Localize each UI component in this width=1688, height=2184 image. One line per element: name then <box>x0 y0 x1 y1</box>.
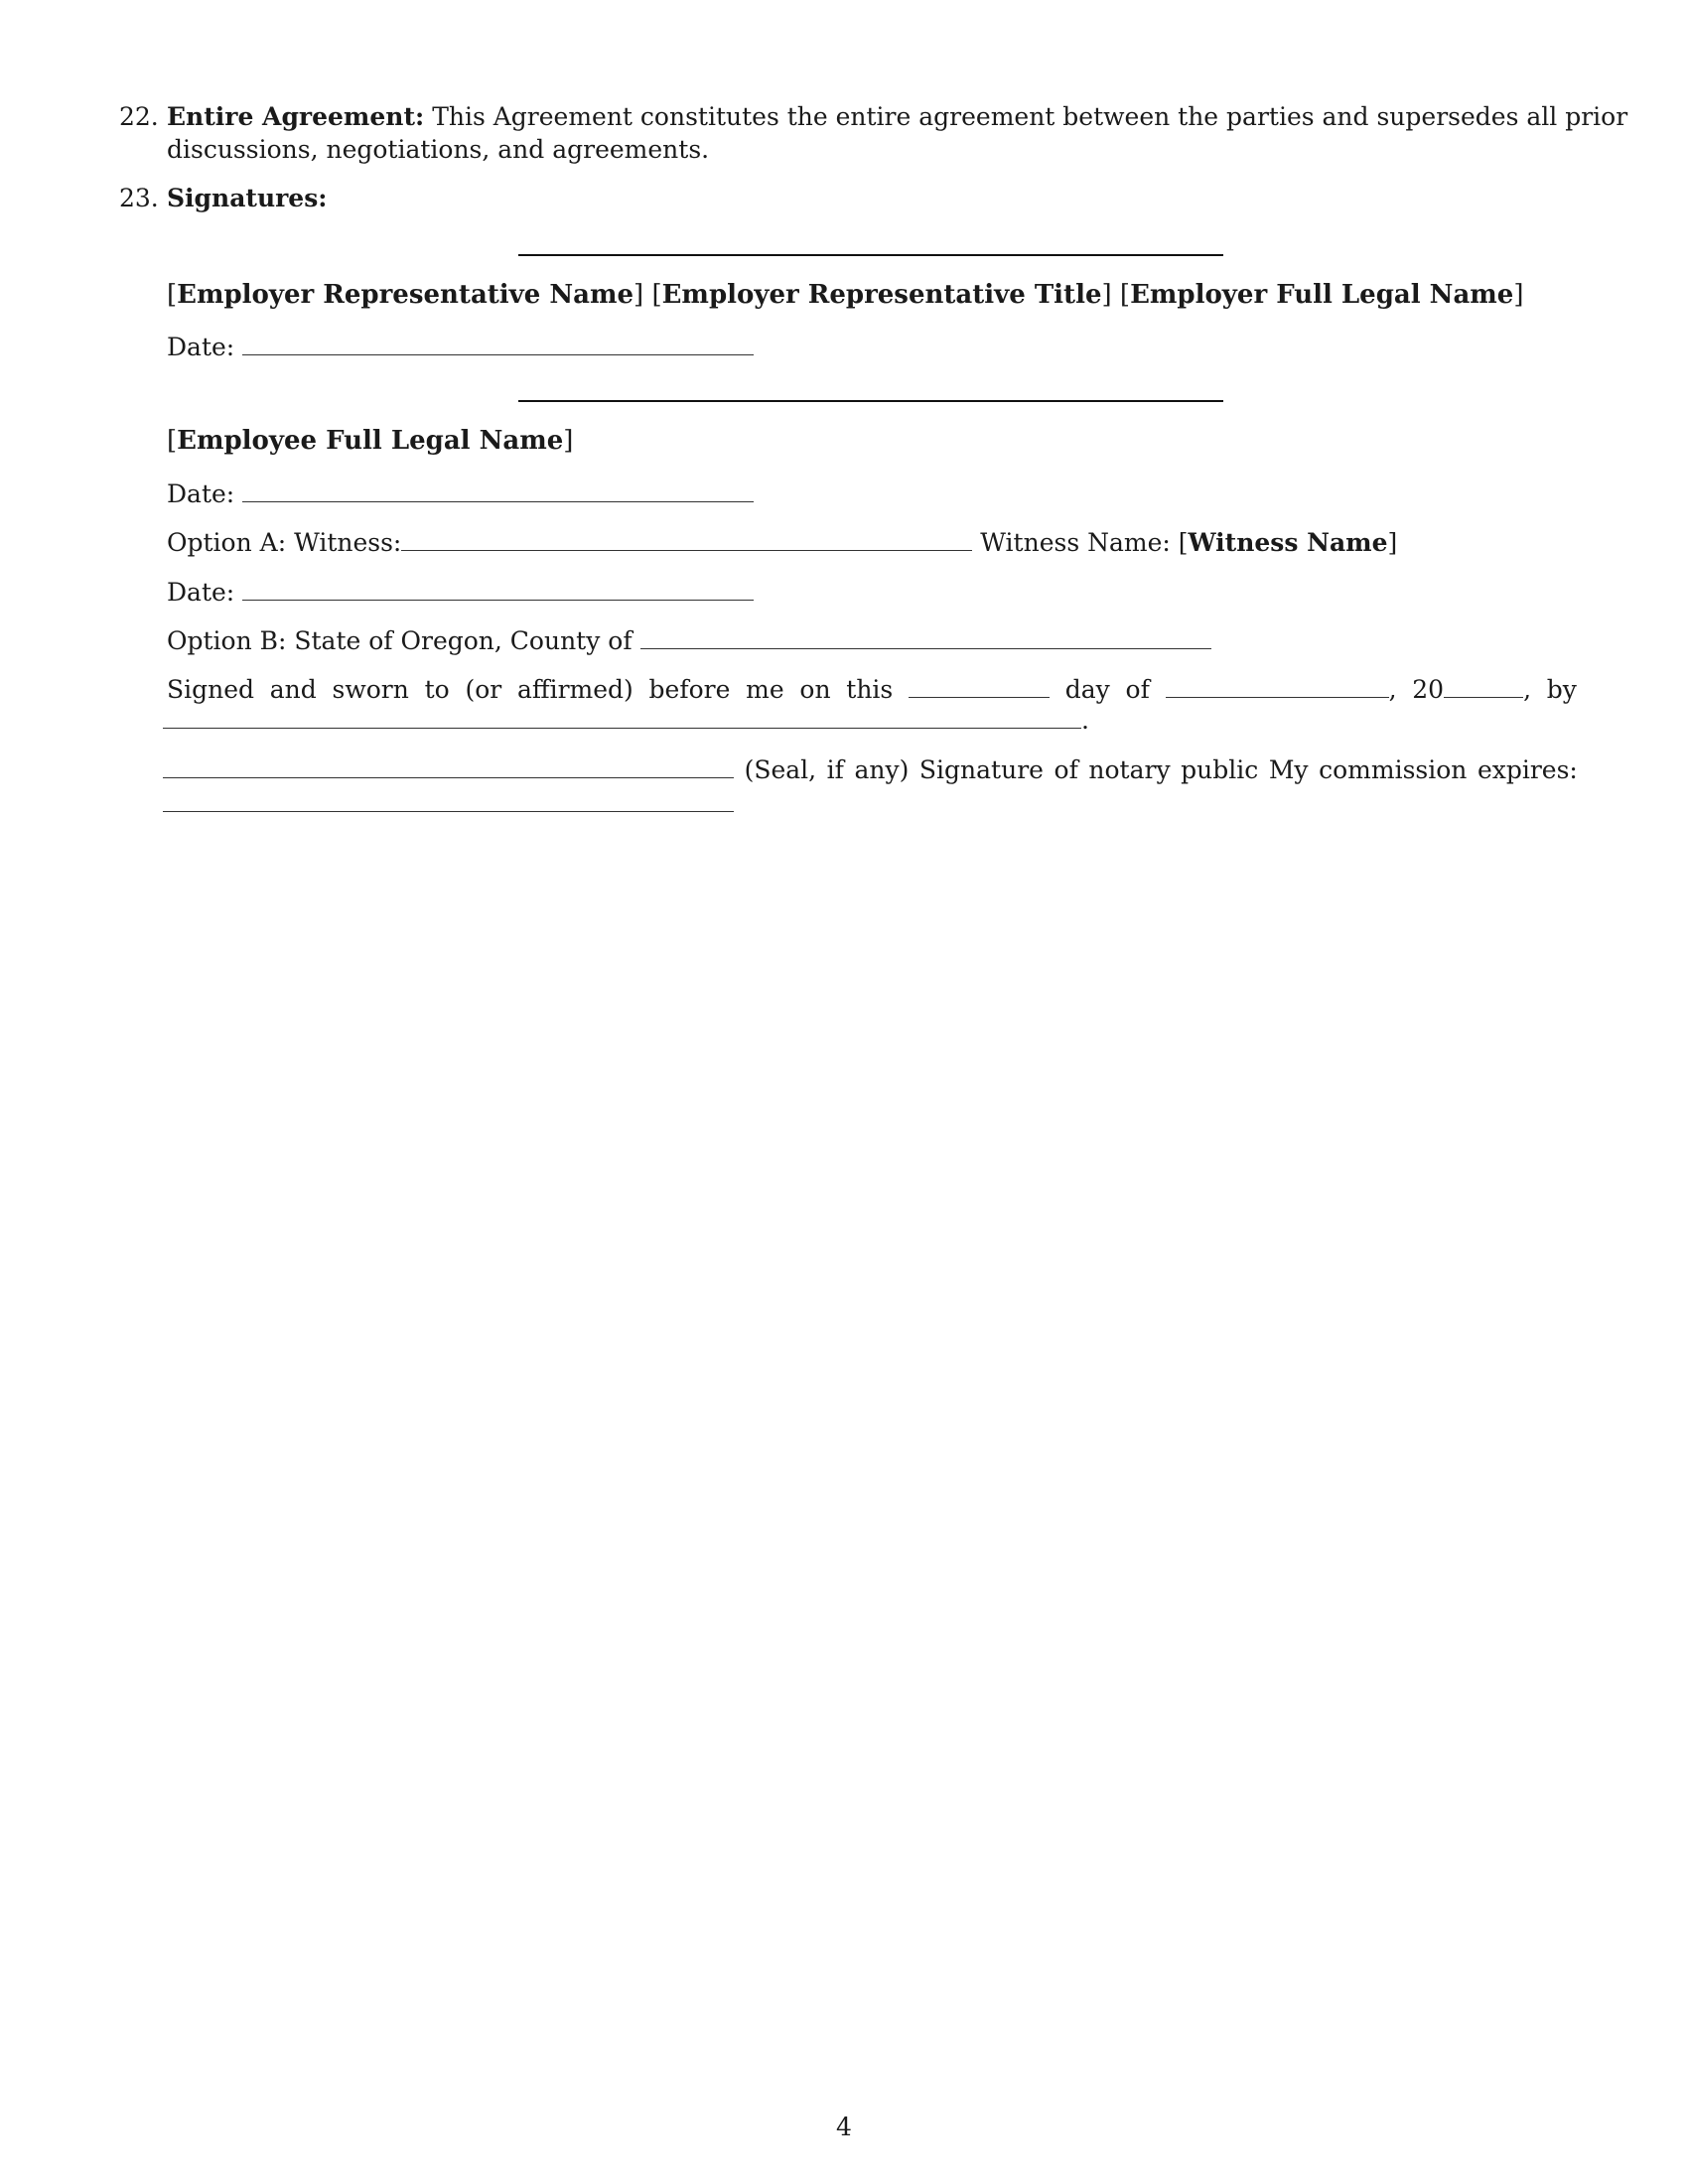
seal-word: Signature <box>918 755 1044 784</box>
seal-word: public <box>1181 755 1259 784</box>
employee-date-row <box>167 476 754 510</box>
section-heading: Entire Agreement: <box>167 102 425 131</box>
commission-expiry-row <box>163 785 734 820</box>
notary-county-row <box>167 622 1211 657</box>
employee-name-row: [Employee Full Legal Name] <box>167 426 574 456</box>
year-prefix: 20 <box>1412 675 1445 704</box>
employer-names: [Employer Representative Name] [Employer Representative Title] [Employer Full Legal Name] <box>167 280 1524 310</box>
notary-by-row <box>163 702 1089 737</box>
witness-name-label: Witness Name: <box>980 528 1171 557</box>
signer-name-field[interactable] <box>163 702 1081 729</box>
sworn-word: (or <box>465 675 502 704</box>
employer-signature-line[interactable] <box>518 254 1223 256</box>
seal-word: My <box>1268 755 1309 784</box>
date-label: Date: <box>167 578 235 607</box>
sworn-word: and <box>269 675 317 704</box>
period: . <box>1081 706 1089 735</box>
commission-expiry-field[interactable] <box>163 785 734 812</box>
sworn-word: before <box>648 675 731 704</box>
seal-word: any) <box>854 755 910 784</box>
witness-row: Option A: Witness: Witness Name: [Witness Name] <box>167 524 1397 559</box>
section-number: 22. <box>119 102 159 131</box>
date-label: Date: <box>167 479 235 508</box>
witness-option-label: Option A: Witness: <box>167 528 402 557</box>
sworn-word: by <box>1546 675 1577 704</box>
witness-date-row <box>167 574 754 609</box>
employer-legal-name: Employer Full Legal Name <box>1130 280 1514 310</box>
seal-word: expires: <box>1477 755 1578 784</box>
sworn-word: of <box>1125 675 1150 704</box>
notary-seal-row <box>163 751 1578 786</box>
seal-word: notary <box>1088 755 1171 784</box>
day-field[interactable] <box>909 671 1050 698</box>
employer-rep-name: Employer Representative Name <box>177 280 634 310</box>
sworn-word: this <box>846 675 894 704</box>
section-number: 23. <box>119 184 159 212</box>
seal-word: (Seal, <box>744 755 817 784</box>
notary-option-label: Option B: State of Oregon, County of <box>167 626 633 655</box>
witness-name-value: Witness Name <box>1188 528 1388 557</box>
notary-sworn-row <box>167 671 1577 706</box>
employee-legal-name: Employee Full Legal Name <box>177 426 564 456</box>
witness-signature-field[interactable] <box>401 524 972 551</box>
comma: , <box>1388 675 1397 704</box>
employee-date-field[interactable] <box>242 476 754 502</box>
page-number: 4 <box>836 2113 852 2141</box>
employer-date-row <box>167 329 754 363</box>
seal-word: commission <box>1319 755 1468 784</box>
sworn-word: on <box>799 675 831 704</box>
sworn-word: Signed <box>167 675 255 704</box>
sworn-word: sworn <box>332 675 409 704</box>
sworn-word: affirmed) <box>516 675 633 704</box>
employee-signature-line[interactable] <box>518 400 1223 402</box>
county-field[interactable] <box>640 622 1211 649</box>
section-text: This Agreement constitutes the entire agreement between the parties and supersedes all prior <box>432 102 1628 131</box>
sworn-word: day <box>1064 675 1110 704</box>
section-heading: Signatures: <box>167 184 328 212</box>
employer-date-field[interactable] <box>242 329 754 355</box>
year-field[interactable] <box>1444 671 1523 698</box>
sworn-word: to <box>424 675 450 704</box>
section-text-continued: discussions, negotiations, and agreements. <box>167 135 710 164</box>
sworn-word: me <box>746 675 784 704</box>
employer-rep-title: Employer Representative Title <box>661 280 1102 310</box>
seal-word: of <box>1054 755 1078 784</box>
section-22-line-1 <box>167 100 1628 133</box>
witness-date-field[interactable] <box>242 574 754 601</box>
notary-signature-field[interactable] <box>163 751 734 778</box>
comma: , <box>1523 675 1532 704</box>
date-label: Date: <box>167 333 235 361</box>
seal-word: if <box>826 755 844 784</box>
month-field[interactable] <box>1166 671 1389 698</box>
